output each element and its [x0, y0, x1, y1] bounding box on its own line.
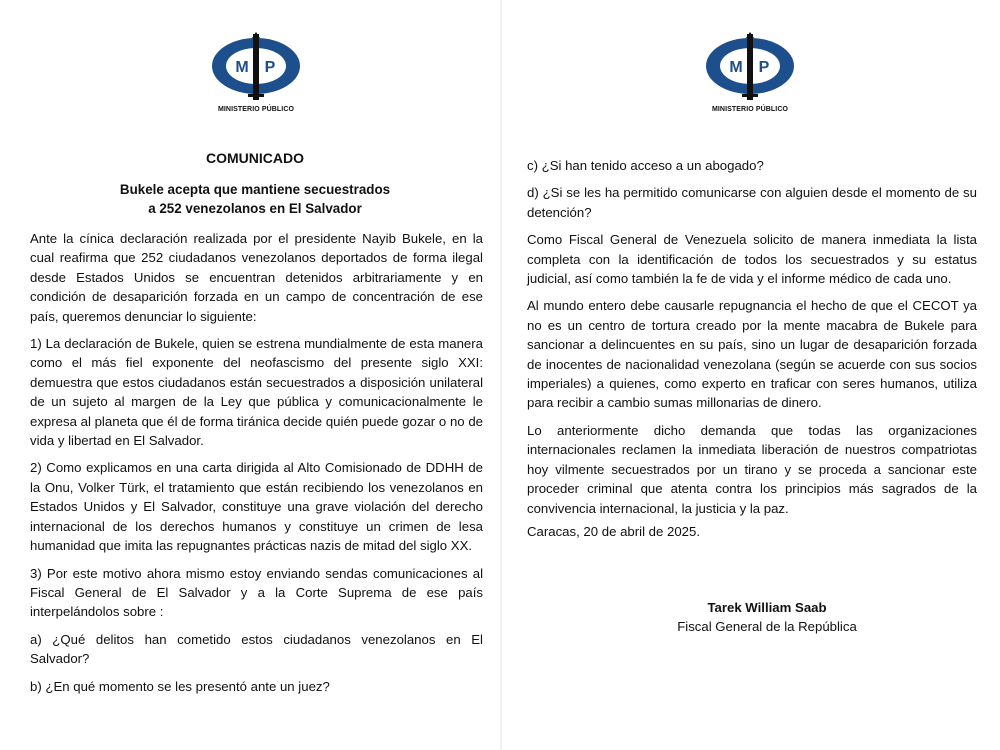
- paragraph-intro: Ante la cínica declaración realizada por el presidente Nayib Bukele, en la cual reafirma que 252 ciudadanos venezolanos deportados de forma ilegal desde Estados Unidos se encuentran detenidos arbitrariamente y en condición de desaparición forzada en un campo de concentración de ese país, queremos denunciar lo siguiente:: [30, 231, 483, 324]
- document-title: COMUNICADO: [206, 150, 304, 166]
- paragraph-demand: Lo anteriormente dicho demanda que todas las organizaciones internacionales reclamen la inmediata liberación de nuestros compatriotas hoy vilmente secuestrados por un tirano y se proceda a sancionar este proceder criminal que atenta contra los principios más sagrados de la convivencia internacional, la justicia y la paz.: [527, 422, 977, 516]
- svg-text:P: P: [758, 59, 770, 76]
- signature-block: [642, 598, 892, 636]
- paragraph-request: Como Fiscal General de Venezuela solicito de manera inmediata la lista completa con la identificación de todos los secuestrados y su estatus judicial, así como también la fe de vida y el informe médico de cada uno.: [527, 232, 977, 287]
- paragraph-point-3: 3) Por este motivo ahora mismo estoy enviando sendas comunicaciones al Fiscal General de El Salvador y a la Corte Suprema de ese país interpelándolos sobre :: [30, 565, 483, 620]
- seal-icon: [196, 32, 316, 112]
- paragraph-point-2: 2) Como explicamos en una carta dirigida al Alto Comisionado de DDHH de la Onu, Volker Türk, el tratamiento que están recibiendo los venezolanos en Estados Unidos y El Salvador, constituye una grave violación del derecho internacional de los derechos humanos y constituye un crimen de lesa humanidad que imita las repugnantes prácticas nazis de mitad del siglo XX.: [30, 460, 483, 554]
- paragraph-question-a: a) ¿Qué delitos han cometido estos ciudadanos venezolanos en El Salvador?: [30, 631, 483, 667]
- svg-text:M: M: [235, 59, 249, 76]
- logo-caption: MINISTERIO PÚBLICO: [711, 106, 789, 113]
- paragraph-point-1: 1) La declaración de Bukele, quien se estrena mundialmente de esta manera como el más fiel exponente del neofascismo del presente siglo XXI: demuestra que estos ciudadanos están secuestrados a disposición unilateral de un sujeto al margen de la Ley que pública y comunicacionalmente le expresa al planeta que él de forma tiránica decide quién puede gozar o no de vida y libertad en El Salvador.: [30, 336, 483, 449]
- svg-text:P: P: [264, 59, 276, 76]
- logo-caption: MINISTERIO PÚBLICO: [217, 106, 295, 113]
- paragraph-question-b: b) ¿En qué momento se les presentó ante un juez?: [30, 678, 330, 694]
- paragraph-question-c: c) ¿Si han tenido acceso a un abogado?: [527, 158, 764, 173]
- seal-icon: [690, 32, 810, 112]
- svg-text:M: M: [729, 59, 743, 76]
- document-page-right: [502, 0, 1000, 750]
- subtitle-line-1: Bukele acepta que mantiene secuestrados: [119, 182, 391, 197]
- signature-title: Fiscal General de la República: [677, 619, 857, 634]
- document-subtitle: [30, 180, 480, 218]
- paragraph-question-d: d) ¿Si se les ha permitido comunicarse con alguien desde el momento de su detención?: [527, 185, 977, 220]
- paragraph-cecot: Al mundo entero debe causarle repugnancia el hecho de que el CECOT ya no es un centro de tortura creado por la mente macabra de Bukele para sancionar a delincuentes en su país, sino un lugar de desaparición forzada de inocentes de nacionalidad venezolana (según se acuerde con sus socios imperiales) a quienes, como experto en traficar con seres humanos, utiliza para recibir a cambio sumas millonarias de dinero.: [527, 298, 977, 411]
- ministerio-publico-logo: [196, 32, 316, 122]
- subtitle-line-2: a 252 venezolanos en El Salvador: [148, 201, 362, 216]
- left-body-text: [30, 229, 483, 704]
- signature-name: Tarek William Saab: [707, 600, 827, 615]
- document-date: Caracas, 20 de abril de 2025.: [527, 524, 701, 539]
- right-body-text: [527, 156, 977, 526]
- ministerio-publico-logo: [690, 32, 810, 122]
